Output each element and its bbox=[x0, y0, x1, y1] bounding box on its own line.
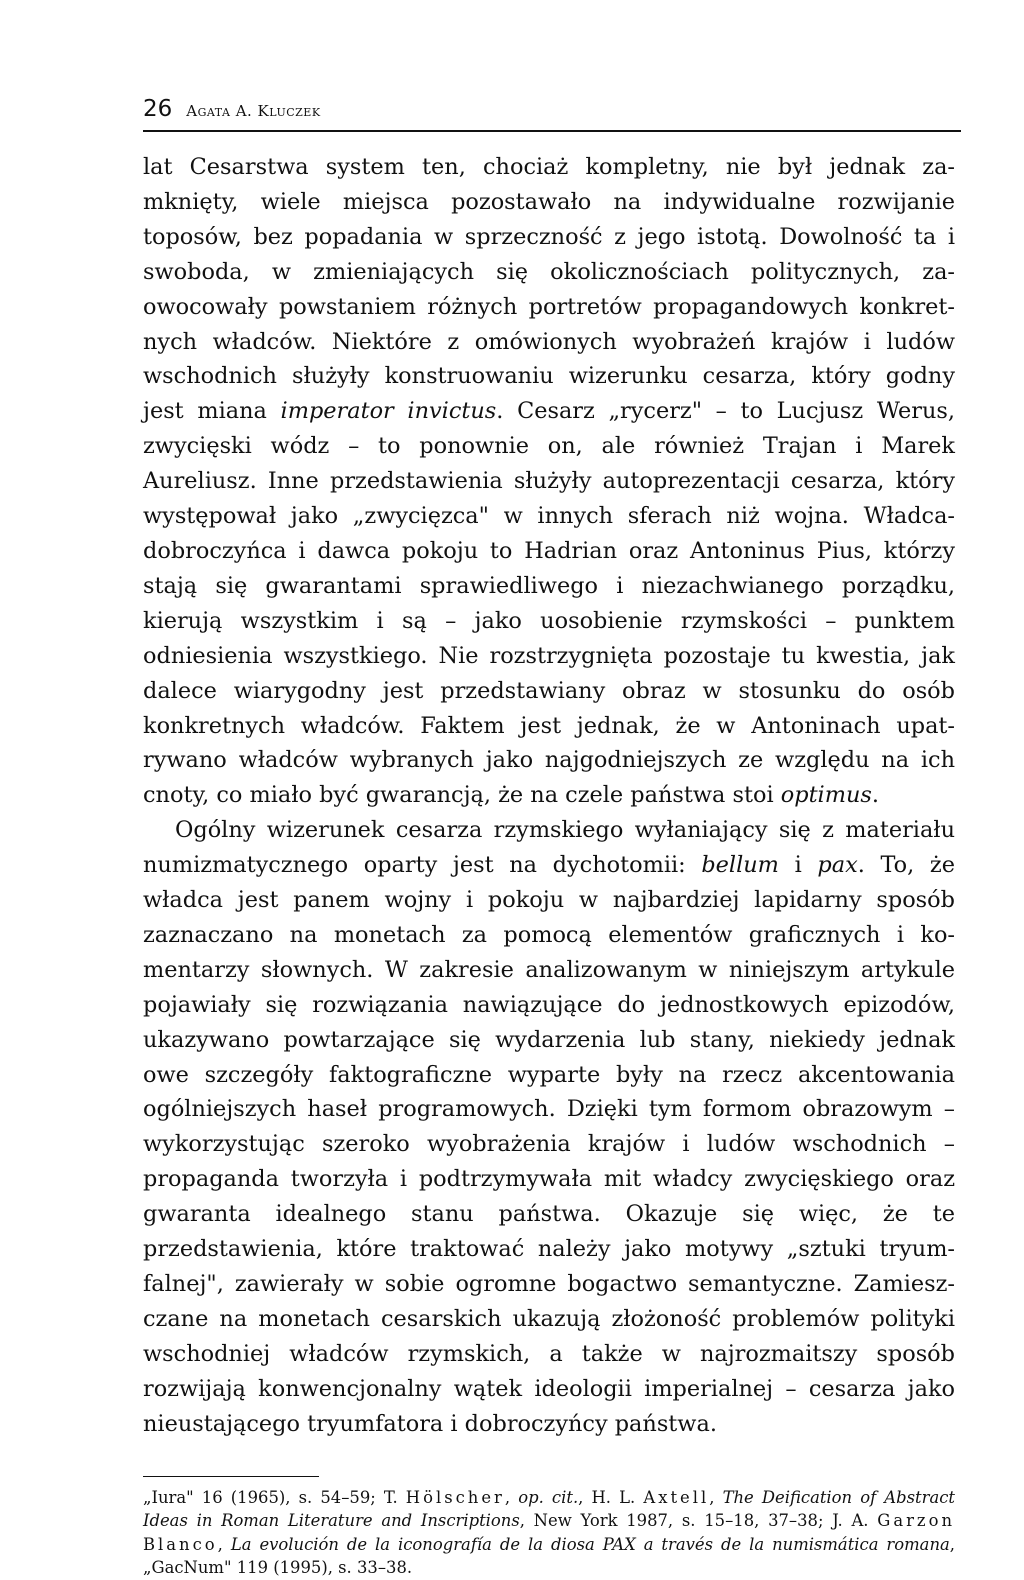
paragraph-1 bbox=[143, 150, 955, 813]
footnote-divider bbox=[143, 1476, 319, 1477]
paragraph-2-segment: i bbox=[778, 852, 818, 879]
body-text bbox=[143, 150, 955, 1442]
footnote-segment: , „GacNum" 119 (1995), s. 33–38. bbox=[143, 1534, 956, 1578]
footnote-segment: , New York 1987, s. 15–18, 37–38; J. A. bbox=[519, 1511, 878, 1531]
paragraph-1-segment: imperator invictus bbox=[280, 398, 497, 425]
paragraph-1-segment: . Cesarz „rycerz" – to Lucjusz Werus, zwycięski wódz – to ponownie on, ale również Trajan i Marek Aureliusz. Inne przedstawienia służyły autoprezentacji cesarza, który występował jako „zwycięzca" w innych sferach niż wojna. Władca-dobroczyńca i dawca pokoju to Hadrian oraz Antoninus Pius, którzy stają się gwarantami sprawiedliwego i niezachwianego porządku, kierują wszystkim i są – jako uosobienie rzymskości – punktem odniesienia wszystkiego. Nie rozstrzygnięta pozostaje tu kwestia, jak dalece wiarygodny jest przedstawiany obraz w stosunku do osób konkretnych władców. Faktem jest jednak, że w Antoninach upat-rywano władców wybranych jako najgodniejszych ze względu na ich cnoty, co miało być gwarancją, że na czele państwa stoi bbox=[143, 398, 956, 809]
paragraph-2-segment: . To, że władca jest panem wojny i pokoju w najbardziej lapidarny sposób zaznaczano na monetach za pomocą elementów graficznych i ko-mentarzy słownych. W zakresie analizowanym w niniejszym artykule pojawiały się rozwiązania nawiązujące do jednostkowych epizodów, ukazywano powtarzające się wydarzenia lub stany, niekiedy jednak owe szczegóły faktograficzne wyparte były na rzecz akcentowania ogólniejszych haseł programowych. Dzięki tym formom obrazowym – wykorzystując szeroko wyobrażenia krajów i ludów wschodnich – propaganda tworzyła i podtrzymywała mit władcy zwycięskiego oraz gwaranta idealnego stanu państwa. Okazuje się więc, że te przedstawienia, które traktować należy jako motywy „sztuki tryum-falnej", zawierały w sobie ogromne bogactwo semantyczne. Zamiesz-czane na monetach cesarskich ukazują złożoność problemów polityki wschodniej władców rzymskich, a także w najrozmaitszy sposób rozwijają konwencjonalny wątek ideologii imperialnej – cesarza jako nieustającego tryumfatora i dobroczyńcy państwa. bbox=[143, 852, 955, 1437]
running-head bbox=[143, 96, 961, 132]
document-page bbox=[143, 96, 955, 1580]
paragraph-2-segment: pax bbox=[817, 852, 858, 879]
footnote-segment: Axtell bbox=[643, 1487, 710, 1507]
footnote-segment: Garzon Blanco bbox=[143, 1511, 955, 1554]
footnote-segment: „Iura" 16 (1965), s. 54–59; T. bbox=[143, 1487, 406, 1507]
paragraph-1-segment: . bbox=[871, 782, 879, 809]
footnote-segment: La evolución de la iconografía de la diosa PAX a través de la numismática romana bbox=[230, 1534, 950, 1554]
footnote-segment: Hölscher bbox=[405, 1487, 505, 1507]
footnote-segment: , bbox=[504, 1487, 519, 1507]
footnote-segment: , H. L. bbox=[578, 1487, 644, 1507]
paragraph-1-segment: optimus bbox=[780, 782, 872, 809]
page-number: 26 bbox=[143, 96, 173, 122]
footnote-segment: op. cit. bbox=[518, 1487, 579, 1507]
paragraph-2-segment: bellum bbox=[701, 852, 779, 879]
paragraph-2-segment: Ogólny wizerunek cesarza rzymskiego wyłaniający się z materiału numizmatycznego oparty jest na dychotomii: bbox=[143, 817, 955, 879]
paragraph-2 bbox=[143, 813, 955, 1441]
footnote-segment: , bbox=[709, 1487, 723, 1507]
running-head-author: Agata A. Kluczek bbox=[186, 102, 321, 120]
footnote-segment: , bbox=[217, 1534, 231, 1554]
footnote bbox=[143, 1486, 955, 1580]
footnote-segment: The Deification of Abstract Ideas in Roman Literature and Inscriptions bbox=[143, 1487, 955, 1531]
paragraph-1-segment: lat Cesarstwa system ten, chociaż kompletny, nie był jednak za-mknięty, wiele miejsca pozostawało na indywidualne rozwijanie toposów, bez popadania w sprzeczność z jego istotą. Dowolność ta i swoboda, w zmieniających się okolicznościach politycznych, za-owocowały powstaniem różnych portretów propagandowych konkret-nych władców. Niektóre z omówionych wyobrażeń krajów i ludów wschodnich służyły konstruowaniu wizerunku cesarza, który godny jest miana bbox=[143, 154, 955, 425]
